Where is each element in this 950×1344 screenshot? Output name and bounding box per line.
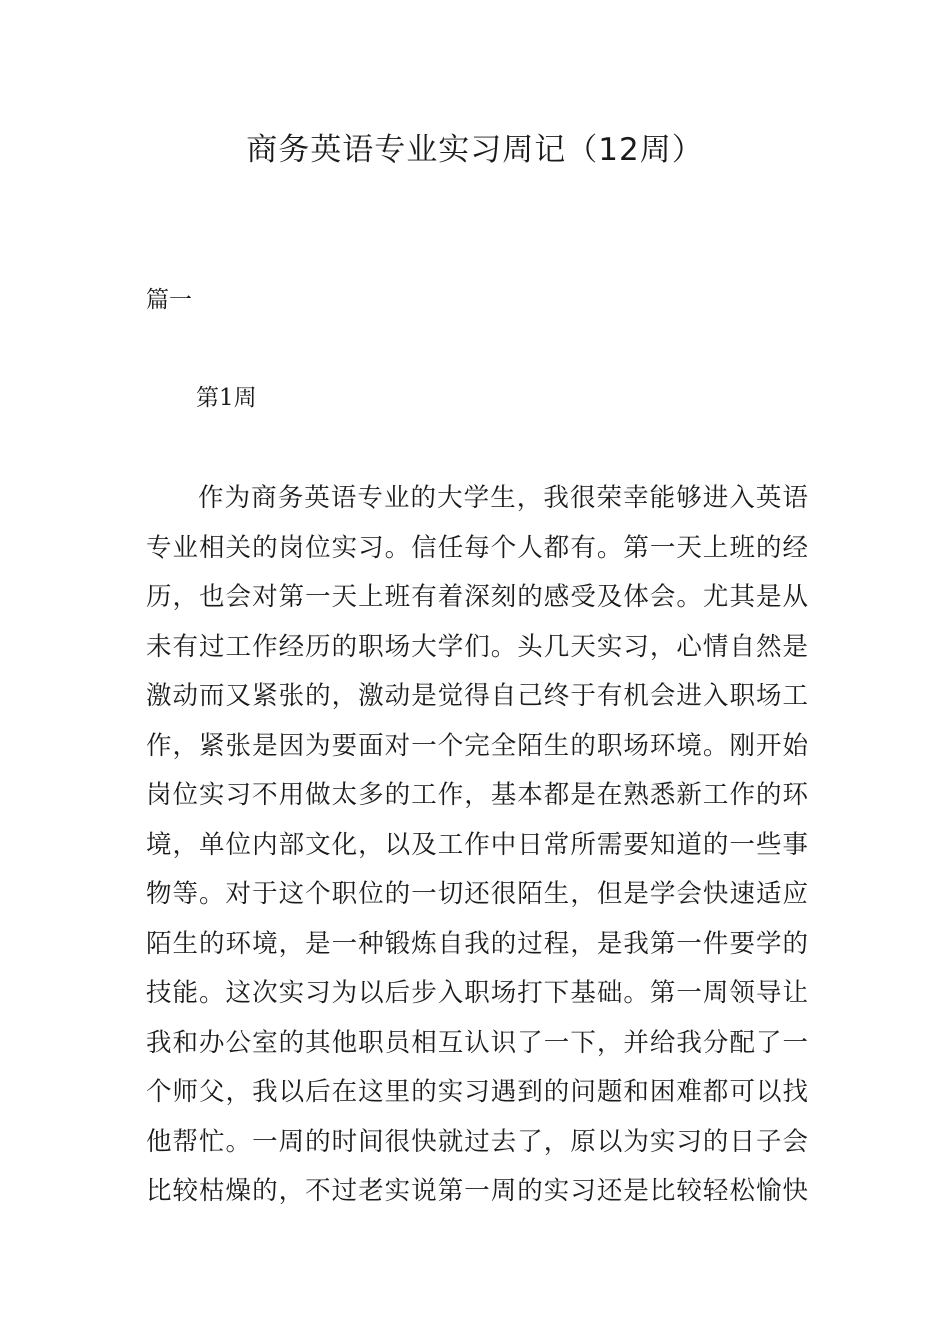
paragraph-line: 比较枯燥的，不过老实说第一周的实习还是比较轻松愉快 [146,1176,808,1206]
paragraph-line: 我和办公室的其他职员相互认识了一下，并给我分配了一 [146,1027,808,1058]
document-title: 商务英语专业实习周记（12周） [246,132,704,168]
paragraph-line: 未有过工作经历的职场大学们。头几天实习，心情自然是 [146,631,808,662]
body-paragraph [146,480,808,1223]
paragraph-line: 技能。这次实习为以后步入职场打下基础。第一周领导让 [146,978,808,1008]
paragraph-line: 作为商务英语专业的大学生，我很荣幸能够进入英语 [198,483,808,513]
paragraph-line: 历，也会对第一天上班有着深刻的感受及体会。尤其是从 [146,582,808,612]
paragraph-line: 激动而又紧张的，激动是觉得自己终于有机会进入职场工 [146,681,808,711]
paragraph-line: 作，紧张是因为要面对一个完全陌生的职场环境。刚开始 [146,730,808,761]
paragraph-line: 专业相关的岗位实习。信任每个人都有。第一天上班的经 [146,532,808,563]
section-label: 篇一 [146,287,192,313]
paragraph-line: 境，单位内部文化，以及工作中日常所需要知道的一些事 [146,829,808,860]
paragraph-line: 个师父，我以后在这里的实习遇到的问题和困难都可以找 [146,1077,808,1107]
paragraph-line: 他帮忙。一周的时间很快就过去了，原以为实习的日子会 [146,1126,808,1157]
paragraph-line: 岗位实习不用做太多的工作，基本都是在熟悉新工作的环 [146,780,808,810]
week-label: 第1周 [196,385,257,411]
paragraph-line: 物等。对于这个职位的一切还很陌生，但是学会快速适应 [146,879,808,909]
paragraph-line: 陌生的环境，是一种锻炼自我的过程，是我第一件要学的 [146,928,808,959]
